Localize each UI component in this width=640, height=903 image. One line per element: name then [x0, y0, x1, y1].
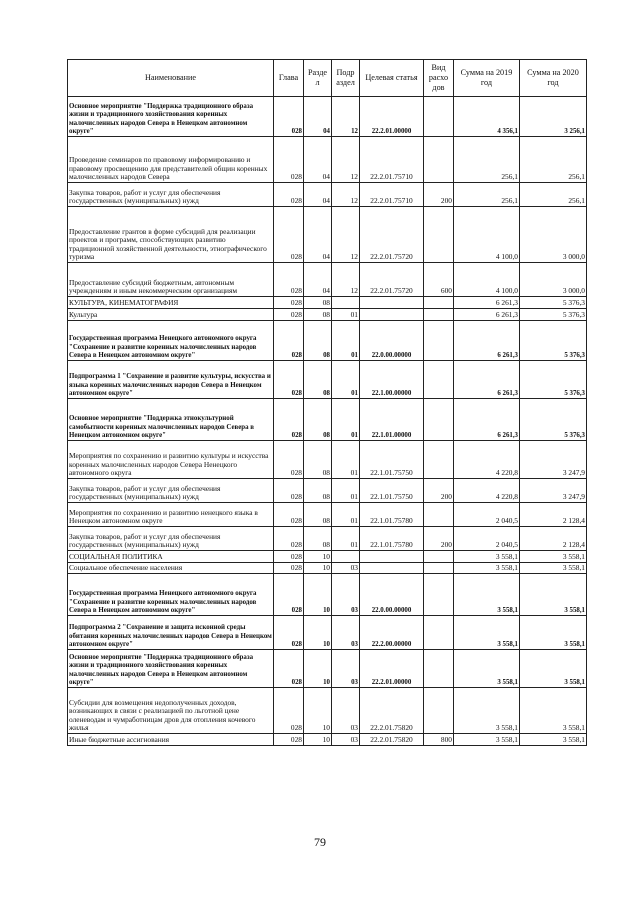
- col-header-vid: Вид расхо дов: [424, 60, 454, 97]
- cell-vid: [424, 321, 454, 361]
- cell-sum2019: 4 220,8: [454, 479, 520, 503]
- col-header-glava: Глава: [274, 60, 304, 97]
- cell-podrazdel: 03: [332, 650, 360, 688]
- cell-podrazdel: 12: [332, 137, 360, 183]
- header-row: [68, 60, 587, 97]
- cell-glava: 028: [274, 137, 304, 183]
- cell-sum2019: 3 558,1: [454, 563, 520, 574]
- cell-podrazdel: 03: [332, 616, 360, 650]
- table-row: [68, 688, 587, 734]
- cell-sum2020: 5 376,3: [520, 399, 587, 441]
- cell-razdel: 08: [304, 503, 332, 527]
- cell-sum2019: 4 356,1: [454, 97, 520, 137]
- cell-sum2019: 3 558,1: [454, 551, 520, 563]
- cell-sum2020: 256,1: [520, 137, 587, 183]
- cell-name: Государственная программа Ненецкого автономного округа "Сохранение и развитие коренных малочисленных народов Севера в Ненецком автономном округе": [68, 321, 274, 361]
- table-row: [68, 734, 587, 746]
- cell-glava: 028: [274, 263, 304, 297]
- cell-name: Субсидии для возмещения недополученных доходов, возникающих в связи с реализацией по льготной цене оленеводам и чумработницам дров для отопления кочевого жилья: [68, 688, 274, 734]
- cell-glava: 028: [274, 321, 304, 361]
- cell-sum2020: 3 247,9: [520, 441, 587, 479]
- cell-target: 22.1.01.75750: [360, 441, 424, 479]
- table-row: [68, 574, 587, 616]
- cell-vid: [424, 650, 454, 688]
- cell-podrazdel: [332, 297, 360, 309]
- cell-name: Основное мероприятие "Поддержка традиционного образа жизни и традиционного хозяйствования коренных малочисленных народов Севера в Ненецком автономном округе": [68, 650, 274, 688]
- cell-vid: [424, 97, 454, 137]
- cell-vid: 600: [424, 263, 454, 297]
- cell-target: 22.1.01.75780: [360, 527, 424, 551]
- cell-name: Основное мероприятие "Поддержка традиционного образа жизни и традиционного хозяйствования коренных малочисленных народов Севера в Ненецком автономном округе": [68, 97, 274, 137]
- budget-table: [67, 59, 587, 746]
- cell-podrazdel: 03: [332, 563, 360, 574]
- cell-podrazdel: 01: [332, 527, 360, 551]
- cell-sum2019: 3 558,1: [454, 688, 520, 734]
- cell-vid: [424, 574, 454, 616]
- cell-name: Мероприятия по сохранению и развитию культуры и искусства коренных малочисленных народов Севера Ненецкого автономного округа: [68, 441, 274, 479]
- cell-target: 22.1.00.00000: [360, 361, 424, 399]
- cell-sum2019: 3 558,1: [454, 734, 520, 746]
- cell-podrazdel: 01: [332, 441, 360, 479]
- cell-razdel: 10: [304, 574, 332, 616]
- cell-name: КУЛЬТУРА, КИНЕМАТОГРАФИЯ: [68, 297, 274, 309]
- table-row: [68, 361, 587, 399]
- cell-sum2019: 3 558,1: [454, 616, 520, 650]
- col-header-sum2019: Сумма на 2019 год: [454, 60, 520, 97]
- cell-podrazdel: 01: [332, 479, 360, 503]
- table-row: [68, 321, 587, 361]
- cell-target: 22.0.00.00000: [360, 321, 424, 361]
- cell-razdel: 04: [304, 183, 332, 207]
- cell-vid: 200: [424, 527, 454, 551]
- cell-name: СОЦИАЛЬНАЯ ПОЛИТИКА: [68, 551, 274, 563]
- cell-name: Государственная программа Ненецкого автономного округа "Сохранение и развитие коренных малочисленных народов Севера в Ненецком автономном округе": [68, 574, 274, 616]
- cell-sum2020: 5 376,3: [520, 297, 587, 309]
- col-header-podrazdel: Подр аздел: [332, 60, 360, 97]
- cell-target: 22.2.01.75710: [360, 137, 424, 183]
- cell-sum2020: 3 247,9: [520, 479, 587, 503]
- cell-name: Закупка товаров, работ и услуг для обеспечения государственных (муниципальных) нужд: [68, 183, 274, 207]
- cell-vid: [424, 551, 454, 563]
- cell-razdel: 10: [304, 551, 332, 563]
- table-row: [68, 441, 587, 479]
- cell-sum2020: 3 000,0: [520, 263, 587, 297]
- cell-glava: 028: [274, 309, 304, 321]
- cell-podrazdel: 01: [332, 503, 360, 527]
- cell-name: Проведение семинаров по правовому информированию и правовому просвещению для представителей общин коренных малочисленных народов Севера: [68, 137, 274, 183]
- cell-glava: 028: [274, 616, 304, 650]
- cell-razdel: 04: [304, 207, 332, 263]
- cell-target: 22.2.01.75710: [360, 183, 424, 207]
- cell-razdel: 04: [304, 97, 332, 137]
- table-row: [68, 503, 587, 527]
- cell-sum2019: 6 261,3: [454, 361, 520, 399]
- cell-target: 22.2.01.75720: [360, 207, 424, 263]
- table-row: [68, 527, 587, 551]
- cell-glava: 028: [274, 527, 304, 551]
- page-number: 79: [314, 835, 326, 849]
- cell-sum2020: 3 000,0: [520, 207, 587, 263]
- cell-vid: [424, 137, 454, 183]
- table-row: [68, 309, 587, 321]
- cell-target: 22.0.00.00000: [360, 574, 424, 616]
- table-row: [68, 650, 587, 688]
- cell-sum2019: 4 100,0: [454, 263, 520, 297]
- cell-vid: [424, 207, 454, 263]
- cell-vid: [424, 503, 454, 527]
- cell-podrazdel: 12: [332, 263, 360, 297]
- cell-sum2020: 5 376,3: [520, 321, 587, 361]
- cell-target: [360, 563, 424, 574]
- cell-name: Основное мероприятие "Поддержка этнокультурной самобытности коренных малочисленных народов Севера в Ненецком автономном округе": [68, 399, 274, 441]
- cell-name: Подпрограмма 1 "Сохранение и развитие культуры, искусства и языка коренных малочисленных народов Севера в Ненецком автономном округе": [68, 361, 274, 399]
- col-header-razdel: Разде л: [304, 60, 332, 97]
- cell-sum2019: 6 261,3: [454, 309, 520, 321]
- table-row: [68, 207, 587, 263]
- cell-sum2019: 2 040,5: [454, 527, 520, 551]
- cell-target: 22.1.01.00000: [360, 399, 424, 441]
- cell-target: 22.1.01.75780: [360, 503, 424, 527]
- cell-sum2020: 256,1: [520, 183, 587, 207]
- cell-vid: [424, 399, 454, 441]
- cell-sum2020: 5 376,3: [520, 361, 587, 399]
- cell-target: 22.2.01.00000: [360, 97, 424, 137]
- cell-podrazdel: 03: [332, 688, 360, 734]
- cell-podrazdel: 01: [332, 321, 360, 361]
- cell-glava: 028: [274, 650, 304, 688]
- cell-sum2020: 3 558,1: [520, 650, 587, 688]
- cell-razdel: 10: [304, 563, 332, 574]
- cell-sum2019: 3 558,1: [454, 574, 520, 616]
- cell-sum2020: 3 558,1: [520, 734, 587, 746]
- cell-sum2020: 5 376,3: [520, 309, 587, 321]
- cell-sum2019: 4 220,8: [454, 441, 520, 479]
- cell-glava: 028: [274, 297, 304, 309]
- cell-podrazdel: 01: [332, 309, 360, 321]
- table-row: [68, 97, 587, 137]
- cell-glava: 028: [274, 361, 304, 399]
- table-row: [68, 563, 587, 574]
- cell-target: 22.2.01.75820: [360, 734, 424, 746]
- cell-name: Подпрограмма 2 "Сохранение и защита исконной среды обитания коренных малочисленных народов Севера в Ненецком автономном округе": [68, 616, 274, 650]
- cell-vid: 200: [424, 479, 454, 503]
- table-row: [68, 263, 587, 297]
- cell-glava: 028: [274, 97, 304, 137]
- table-row: [68, 137, 587, 183]
- cell-vid: [424, 616, 454, 650]
- cell-vid: [424, 361, 454, 399]
- cell-sum2019: 3 558,1: [454, 650, 520, 688]
- cell-sum2019: 256,1: [454, 137, 520, 183]
- cell-razdel: 08: [304, 361, 332, 399]
- cell-name: Закупка товаров, работ и услуг для обеспечения государственных (муниципальных) нужд: [68, 479, 274, 503]
- cell-glava: 028: [274, 563, 304, 574]
- cell-razdel: 10: [304, 688, 332, 734]
- cell-razdel: 08: [304, 321, 332, 361]
- cell-glava: 028: [274, 503, 304, 527]
- cell-razdel: 10: [304, 734, 332, 746]
- cell-razdel: 10: [304, 616, 332, 650]
- cell-podrazdel: 01: [332, 399, 360, 441]
- cell-target: 22.2.01.75820: [360, 688, 424, 734]
- cell-glava: 028: [274, 399, 304, 441]
- cell-glava: 028: [274, 734, 304, 746]
- col-header-target: Целевая статья: [360, 60, 424, 97]
- cell-sum2019: 6 261,3: [454, 399, 520, 441]
- cell-name: Мероприятия по сохранению и развитию ненецкого языка в Ненецком автономном округе: [68, 503, 274, 527]
- cell-sum2019: 2 040,5: [454, 503, 520, 527]
- col-header-sum2020: Сумма на 2020 год: [520, 60, 587, 97]
- cell-glava: 028: [274, 551, 304, 563]
- cell-name: Предоставление грантов в форме субсидий для реализации проектов и программ, способствующих развитию традиционной хозяйственной деятельности, этнографического туризма: [68, 207, 274, 263]
- cell-sum2020: 3 558,1: [520, 563, 587, 574]
- cell-target: 22.2.00.00000: [360, 616, 424, 650]
- cell-podrazdel: 12: [332, 183, 360, 207]
- cell-glava: 028: [274, 441, 304, 479]
- cell-name: Иные бюджетные ассигнования: [68, 734, 274, 746]
- cell-glava: 028: [274, 688, 304, 734]
- cell-sum2020: 3 558,1: [520, 688, 587, 734]
- cell-razdel: 08: [304, 527, 332, 551]
- cell-vid: [424, 441, 454, 479]
- cell-razdel: 08: [304, 399, 332, 441]
- cell-podrazdel: 03: [332, 574, 360, 616]
- cell-vid: [424, 688, 454, 734]
- table-row: [68, 183, 587, 207]
- cell-vid: 800: [424, 734, 454, 746]
- cell-target: 22.1.01.75750: [360, 479, 424, 503]
- table-row: [68, 297, 587, 309]
- cell-name: Предоставление субсидий бюджетным, автономным учреждениям и иным некоммерческим организациям: [68, 263, 274, 297]
- cell-podrazdel: 01: [332, 361, 360, 399]
- cell-sum2020: 2 128,4: [520, 503, 587, 527]
- cell-glava: 028: [274, 479, 304, 503]
- cell-razdel: 08: [304, 309, 332, 321]
- cell-glava: 028: [274, 574, 304, 616]
- cell-sum2020: 3 558,1: [520, 574, 587, 616]
- cell-razdel: 08: [304, 479, 332, 503]
- cell-name: Социальное обеспечение населения: [68, 563, 274, 574]
- cell-sum2020: 3 558,1: [520, 551, 587, 563]
- cell-sum2020: 2 128,4: [520, 527, 587, 551]
- cell-podrazdel: 03: [332, 734, 360, 746]
- cell-razdel: 08: [304, 441, 332, 479]
- table-row: [68, 399, 587, 441]
- cell-sum2019: 256,1: [454, 183, 520, 207]
- cell-glava: 028: [274, 207, 304, 263]
- table-row: [68, 551, 587, 563]
- cell-glava: 028: [274, 183, 304, 207]
- cell-podrazdel: [332, 551, 360, 563]
- cell-sum2020: 3 256,1: [520, 97, 587, 137]
- cell-target: [360, 551, 424, 563]
- col-header-name: Наименование: [68, 60, 274, 97]
- cell-podrazdel: 12: [332, 207, 360, 263]
- cell-target: [360, 309, 424, 321]
- cell-target: 22.2.01.00000: [360, 650, 424, 688]
- cell-razdel: 10: [304, 650, 332, 688]
- cell-sum2019: 6 261,3: [454, 297, 520, 309]
- cell-razdel: 04: [304, 137, 332, 183]
- cell-target: [360, 297, 424, 309]
- table-row: [68, 479, 587, 503]
- cell-name: Закупка товаров, работ и услуг для обеспечения государственных (муниципальных) нужд: [68, 527, 274, 551]
- cell-podrazdel: 12: [332, 97, 360, 137]
- cell-razdel: 08: [304, 297, 332, 309]
- cell-razdel: 04: [304, 263, 332, 297]
- cell-vid: [424, 563, 454, 574]
- cell-sum2019: 4 100,0: [454, 207, 520, 263]
- table-body: [68, 97, 587, 746]
- cell-vid: [424, 309, 454, 321]
- cell-sum2019: 6 261,3: [454, 321, 520, 361]
- cell-sum2020: 3 558,1: [520, 616, 587, 650]
- cell-name: Культура: [68, 309, 274, 321]
- cell-vid: [424, 297, 454, 309]
- cell-vid: 200: [424, 183, 454, 207]
- table-row: [68, 616, 587, 650]
- cell-target: 22.2.01.75720: [360, 263, 424, 297]
